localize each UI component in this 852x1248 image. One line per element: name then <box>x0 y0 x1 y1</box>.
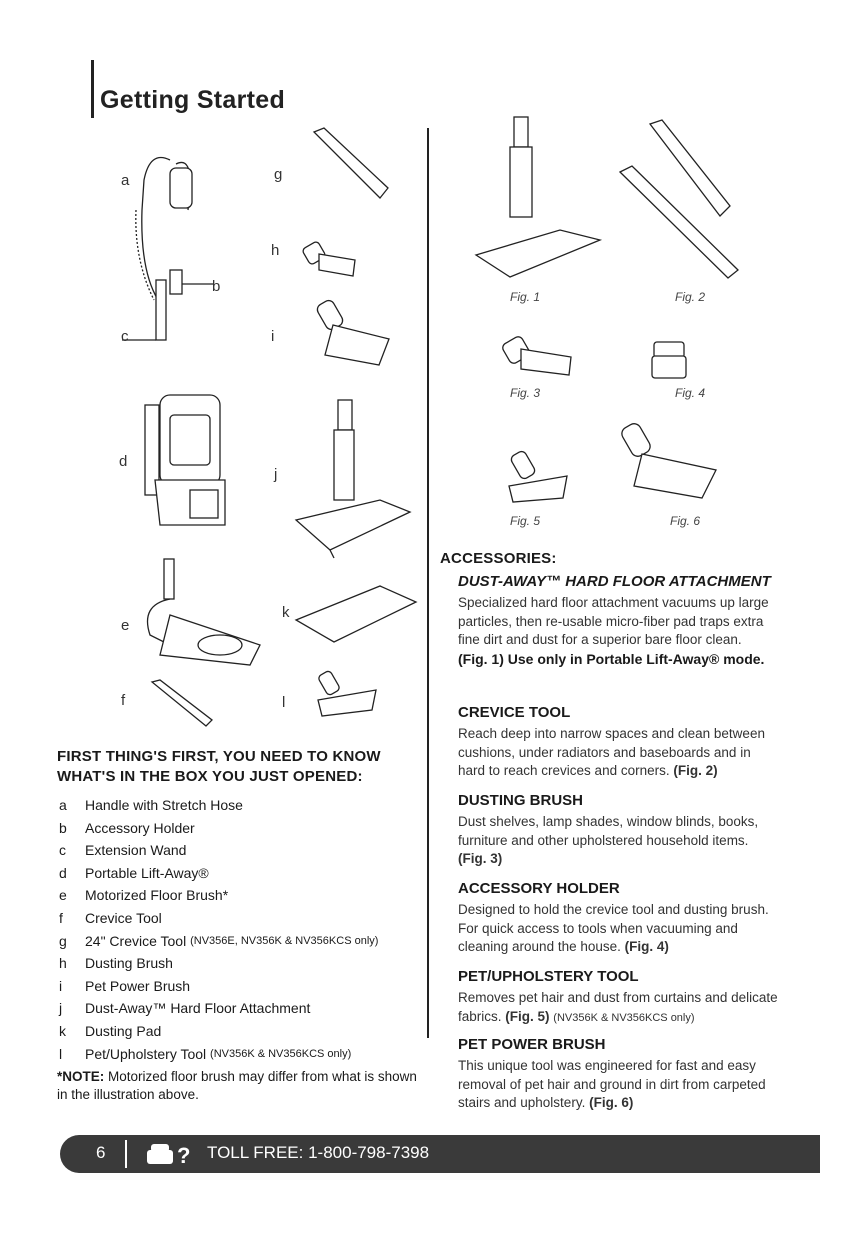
accessory-ref: (Fig. 4) <box>624 939 669 954</box>
accessory-pet-upholstery <box>458 968 778 1027</box>
footer-divider <box>125 1140 127 1168</box>
dust-away-attachment-illustration <box>290 400 415 560</box>
footnote <box>57 1068 422 1104</box>
accessory-ref: (Fig. 6) <box>589 1095 634 1110</box>
column-divider <box>427 128 429 1038</box>
accessory-body: Specialized hard floor attachment vacuums up large particles, then re-usable micro-fiber pad traps extra fine dirt and dust for a superior bare floor clean. <box>458 595 769 647</box>
pet-power-brush-illustration <box>315 295 395 370</box>
list-item: f Crevice Tool <box>59 909 162 926</box>
list-item: j Dust-Away™ Hard Floor Attachment <box>59 1000 311 1017</box>
list-item: l Pet/Upholstery Tool (NV356K & NV356KCS only) <box>59 1045 352 1062</box>
list-item: g 24" Crevice Tool (NV356E, NV356K & NV356KCS only) <box>59 932 379 949</box>
list-item: e Motorized Floor Brush* <box>59 887 229 904</box>
accessory-body: Reach deep into narrow spaces and clean between cushions, under radiators and baseboards and in hard to reach crevices and corners. <box>458 726 765 778</box>
note-label: *NOTE: <box>57 1069 105 1084</box>
accessory-holder <box>458 880 778 957</box>
accessory-ref: (Fig. 2) <box>673 763 718 778</box>
accessory-dust-away <box>458 573 778 668</box>
title-accent-bar <box>91 60 94 118</box>
accessory-title: CREVICE TOOL <box>458 704 571 721</box>
accessory-body: This unique tool was engineered for fast and easy removal of pet hair and ground in dirt from carpeted stairs and upholstery. <box>458 1058 766 1110</box>
toll-free-number: TOLL FREE: 1-800-798-7398 <box>207 1143 430 1162</box>
accessory-title: DUST-AWAY™ HARD FLOOR ATTACHMENT <box>458 573 771 590</box>
fig1-illustration <box>470 115 610 280</box>
list-item: b Accessory Holder <box>59 819 195 836</box>
list-item: d Portable Lift-Away® <box>59 864 209 881</box>
fig2-illustration <box>620 120 750 280</box>
accessory-title: DUSTING BRUSH <box>458 792 584 809</box>
label-h: h <box>271 242 280 259</box>
fig5-illustration <box>505 450 575 505</box>
page-number: 6 <box>96 1143 106 1162</box>
fig3-illustration <box>505 335 580 380</box>
label-c: c <box>121 328 129 345</box>
accessory-ref: (Fig. 5) <box>505 1008 550 1024</box>
long-crevice-tool-illustration <box>310 128 390 200</box>
accessory-title: ACCESSORY HOLDER <box>458 880 620 897</box>
motorized-floor-brush-illustration <box>140 555 280 670</box>
lift-away-canister-illustration <box>140 385 230 535</box>
list-item: i Pet Power Brush <box>59 977 191 994</box>
accessory-dusting-brush <box>458 792 778 869</box>
accessory-pet-power-brush <box>458 1036 778 1113</box>
accessory-body: Dust shelves, lamp shades, window blinds, books, furniture and other upholstered household items. <box>458 814 759 848</box>
accessory-crevice-tool <box>458 704 778 781</box>
label-j: j <box>274 466 278 483</box>
fig6-caption: Fig. 6 <box>670 514 701 528</box>
list-item: k Dusting Pad <box>59 1022 162 1039</box>
note-text: Motorized floor brush may differ from what is shown in the illustration above. <box>57 1069 417 1102</box>
label-g: g <box>274 166 283 183</box>
crevice-tool-illustration <box>150 680 220 730</box>
label-a: a <box>121 172 130 189</box>
accessories-heading: ACCESSORIES: <box>440 550 557 567</box>
list-item: a Handle with Stretch Hose <box>59 797 243 813</box>
fig3-caption: Fig. 3 <box>510 386 541 400</box>
page-title: Getting Started <box>100 86 286 114</box>
svg-text:?: ? <box>177 1143 191 1168</box>
label-l: l <box>282 694 286 711</box>
pet-upholstery-tool-illustration <box>312 670 382 720</box>
label-b: b <box>212 278 221 295</box>
label-d: d <box>119 453 128 470</box>
label-e: e <box>121 617 130 634</box>
intro-heading: FIRST THING'S FIRST, YOU NEED TO KNOW WHAT'S IN THE BOX YOU JUST OPENED: <box>57 748 381 785</box>
contents-list <box>57 794 427 1065</box>
handle-illustration <box>130 150 210 360</box>
list-item: h Dusting Brush <box>59 955 173 972</box>
phone-icon <box>145 1140 195 1168</box>
fig1-caption: Fig. 1 <box>510 290 541 304</box>
accessory-body: Designed to hold the crevice tool and dusting brush. For quick access to tools when vacuuming and cleaning around the house. <box>458 902 769 954</box>
fig2-caption: Fig. 2 <box>675 290 706 304</box>
accessory-ref: (Fig. 1) Use only in Portable Lift-Away® mode. <box>458 650 765 667</box>
accessory-ref: (Fig. 3) <box>458 851 503 866</box>
label-i: i <box>271 328 275 345</box>
label-f: f <box>121 692 126 709</box>
fig6-illustration <box>620 420 720 500</box>
accessory-body: Removes pet hair and dust from curtains and delicate fabrics. <box>458 990 778 1024</box>
dusting-pad-illustration <box>290 580 420 650</box>
fig5-caption: Fig. 5 <box>510 514 541 528</box>
list-item: c Extension Wand <box>59 842 187 859</box>
fig4-illustration <box>650 340 690 382</box>
accessory-title: PET/UPHOLSTERY TOOL <box>458 968 639 985</box>
accessory-title: PET POWER BRUSH <box>458 1036 606 1053</box>
dusting-brush-illustration <box>305 240 365 280</box>
label-k: k <box>282 604 290 621</box>
fig4-caption: Fig. 4 <box>675 386 706 400</box>
accessory-note: (NV356K & NV356KCS only) <box>553 1011 695 1024</box>
